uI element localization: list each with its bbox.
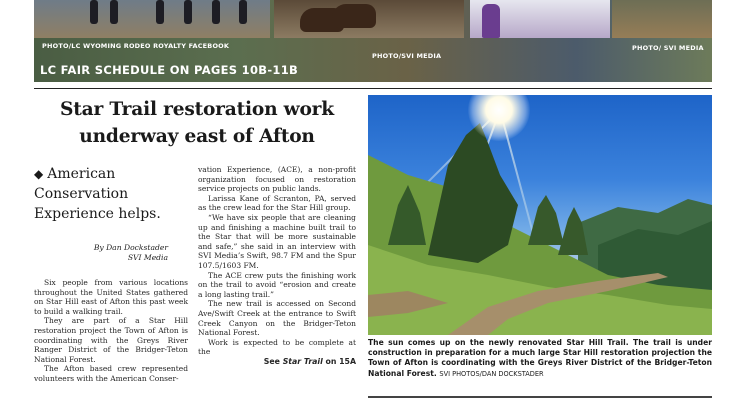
arena-photo	[612, 0, 712, 38]
jump-title: Star Trail	[282, 356, 323, 366]
tree	[528, 195, 564, 245]
jump-prefix: See	[263, 356, 283, 366]
livestock-photo	[274, 0, 464, 38]
caption-credit: SVI PHOTOS/DAN DOCKSTADER	[439, 369, 544, 378]
trail-landscape	[368, 95, 712, 335]
parade-photo	[470, 0, 610, 38]
rodeo-royalty-photo	[34, 0, 270, 38]
body-paragraph: “We have six people that are cleaning up and finishing a machine built trail to the Star that will be more sustainable and safe,” she said in an interview with SVI Media’s Swift, 98.7 FM and the Spur 107.5/1603 FM.	[198, 212, 356, 270]
article-column-right	[198, 165, 356, 366]
body-paragraph: Larissa Kane of Scranton, PA, served as the crew lead for the Star Hill group.	[198, 193, 356, 213]
section-divider	[34, 88, 712, 89]
body-paragraph: The ACE crew puts the finishing work on the trail to avoid “erosion and create a long lasting trail.”	[198, 270, 356, 299]
photo-credit-middle: PHOTO/SVI MEDIA	[372, 52, 442, 60]
photo-credit-right: PHOTO/ SVI MEDIA	[632, 44, 704, 52]
jump-link[interactable]	[198, 357, 356, 367]
diamond-bullet-icon: ◆	[34, 167, 44, 181]
tree	[558, 207, 588, 255]
body-paragraph: Work is expected to be complete at the	[198, 337, 356, 357]
body-paragraph: The new trail is accessed on Second Ave/Swift Creek at the entrance to Swift Creek Canyon on the Bridger-Teton National Forest.	[198, 299, 356, 338]
byline	[34, 243, 168, 263]
caption-text: The sun comes up on the newly renovated Star Hill Trail. The trail is under construction in preparation for a much large Star Hill restoration projection the Town of Afton is coordinating with the Greys River District of the Bridger-Teton National Forest.	[368, 338, 712, 378]
byline-outlet: SVI Media	[127, 253, 168, 262]
body-paragraph: vation Experience, (ACE), a non-profit organization focused on restoration service projects on public lands.	[198, 165, 356, 194]
body-paragraph: Six people from various locations throughout the United States gathered on Star Hill east of Afton this past week to build a walking trail.	[34, 278, 188, 316]
photo-credit-left: PHOTO/LC WYOMING RODEO ROYALTY FACEBOOK	[42, 42, 230, 50]
fair-schedule-link[interactable]: LC FAIR SCHEDULE ON PAGES 10B-11B	[40, 63, 299, 77]
deck-text: American Conservation Experience helps.	[34, 166, 161, 222]
body-paragraph: The Afton based crew represented volunteers with the American Conser-	[34, 364, 188, 383]
star-hill-trail-photo	[368, 95, 712, 335]
photo-caption	[368, 338, 712, 379]
article-column-left	[34, 278, 188, 384]
jump-suffix: on 15A	[322, 356, 356, 366]
article-deck	[34, 164, 189, 224]
byline-author: By Dan Dockstader	[93, 243, 168, 252]
body-paragraph: They are part of a Star Hill restoration project the Town of Afton is coordinating with the Greys River Ranger District of the Bridger-Teton National Forest.	[34, 316, 188, 364]
bottom-divider	[368, 396, 712, 398]
fair-banner	[34, 0, 712, 82]
article-headline: Star Trail restoration work underway east of Afton	[60, 99, 334, 147]
